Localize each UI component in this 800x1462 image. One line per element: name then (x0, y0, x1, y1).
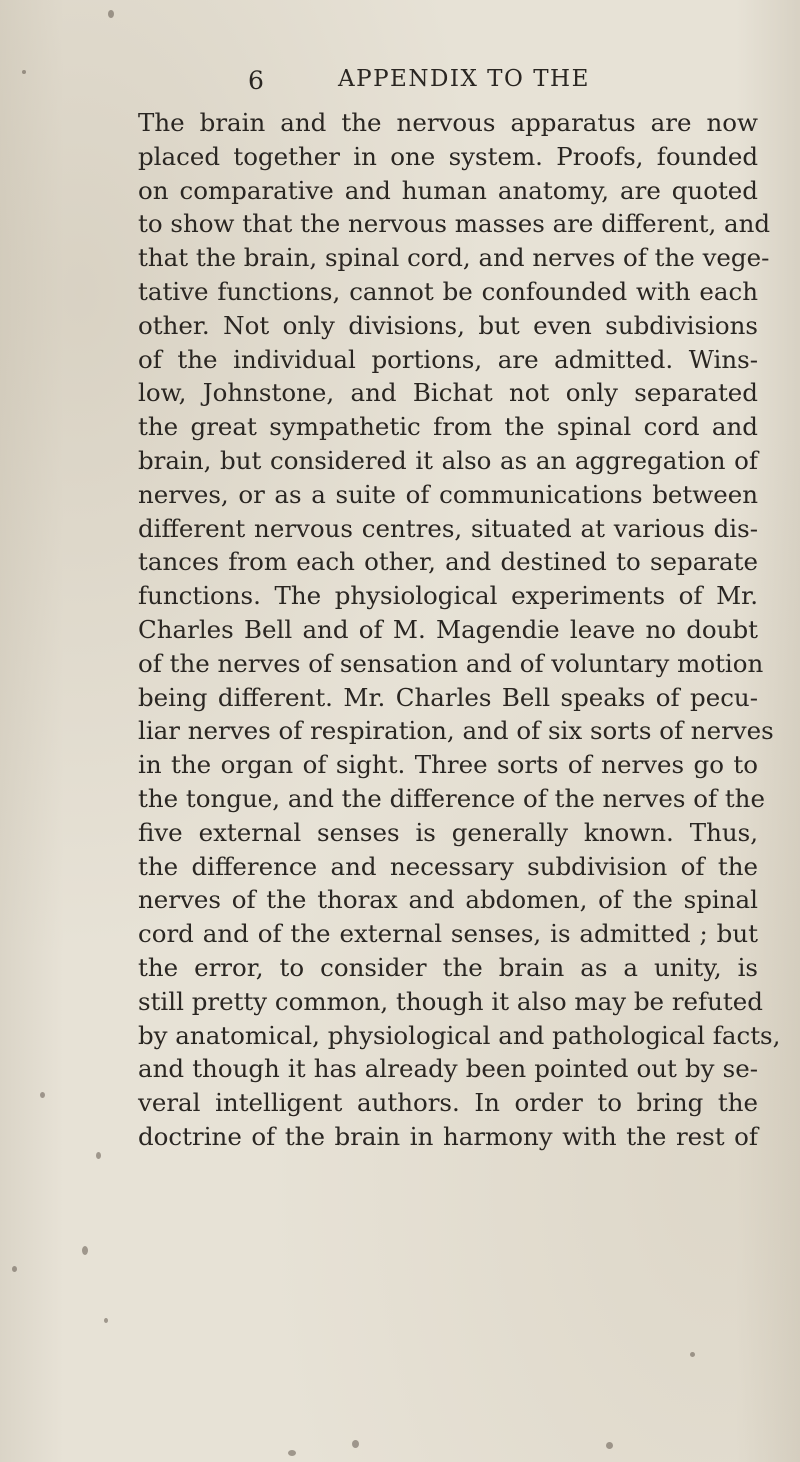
text-line: Charles Bell and of M. Magendie leave no doubt (138, 614, 758, 644)
text-line: being different. Mr. Charles Bell speaks of pecu- (138, 682, 758, 712)
paper-speck (288, 1450, 296, 1456)
paper-speck (96, 1152, 101, 1159)
paper-speck (108, 10, 114, 18)
text-line: on comparative and human anatomy, are quoted (138, 175, 758, 205)
paper-speck (82, 1246, 88, 1255)
text-line: different nervous centres, situated at various dis- (138, 513, 758, 543)
text-line: of the nerves of sensation and of voluntary motion (138, 648, 764, 678)
text-line: low, Johnstone, and Bichat not only separated (138, 378, 758, 408)
text-line: tances from each other, and destined to separate (138, 547, 758, 577)
paper-speck (40, 1092, 45, 1098)
text-line: to show that the nervous masses are different, and (138, 209, 771, 239)
text-line: the error, to consider the brain as a unity, is (138, 952, 758, 982)
text-line: placed together in one system. Proofs, founded (138, 141, 758, 171)
paper-speck (104, 1318, 108, 1323)
text-line: still pretty common, though it also may be refuted (138, 986, 763, 1016)
running-head: APPENDIX TO THE (338, 66, 590, 92)
text-line: by anatomical, physiological and pathological facts, (138, 1020, 781, 1050)
text-line: that the brain, spinal cord, and nerves of the vege- (138, 243, 770, 273)
text-line: veral intelligent authors. In order to bring the (138, 1088, 758, 1118)
paper-speck (606, 1442, 613, 1449)
text-line: nerves of the thorax and abdomen, of the spinal (138, 885, 758, 915)
paper-speck (690, 1352, 695, 1357)
text-line: the great sympathetic from the spinal cord and (138, 412, 758, 442)
text-line: The brain and the nervous apparatus are now (138, 108, 758, 137)
paper-speck (352, 1440, 359, 1448)
text-line: functions. The physiological experiments of Mr. (138, 581, 758, 611)
text-line: and though it has already been pointed out by se- (138, 1054, 758, 1084)
paper-speck (12, 1266, 17, 1272)
text-line: nerves, or as a suite of communications between (138, 479, 758, 509)
text-line: the tongue, and the difference of the nerves of the (138, 783, 765, 813)
page-number: 6 (248, 66, 265, 95)
page-header (0, 66, 800, 96)
text-line: other. Not only divisions, but even subdivisions (138, 310, 758, 340)
text-line: in the organ of sight. Three sorts of nerves go to (138, 750, 758, 780)
text-line: tative functions, cannot be confounded with each (138, 276, 758, 306)
paper-speck (22, 70, 26, 74)
text-line: liar nerves of respiration, and of six sorts of nerves (138, 716, 774, 746)
text-line: the difference and necessary subdivision of the (138, 851, 758, 881)
text-line: doctrine of the brain in harmony with the rest of (138, 1121, 758, 1151)
text-line: five external senses is generally known. Thus, (138, 817, 758, 847)
body-paragraph (138, 106, 781, 1154)
text-line: of the individual portions, are admitted. Wins- (138, 344, 758, 374)
text-line: cord and of the external senses, is admitted ; but (138, 919, 758, 949)
text-line: brain, but considered it also as an aggregation of (138, 445, 758, 475)
